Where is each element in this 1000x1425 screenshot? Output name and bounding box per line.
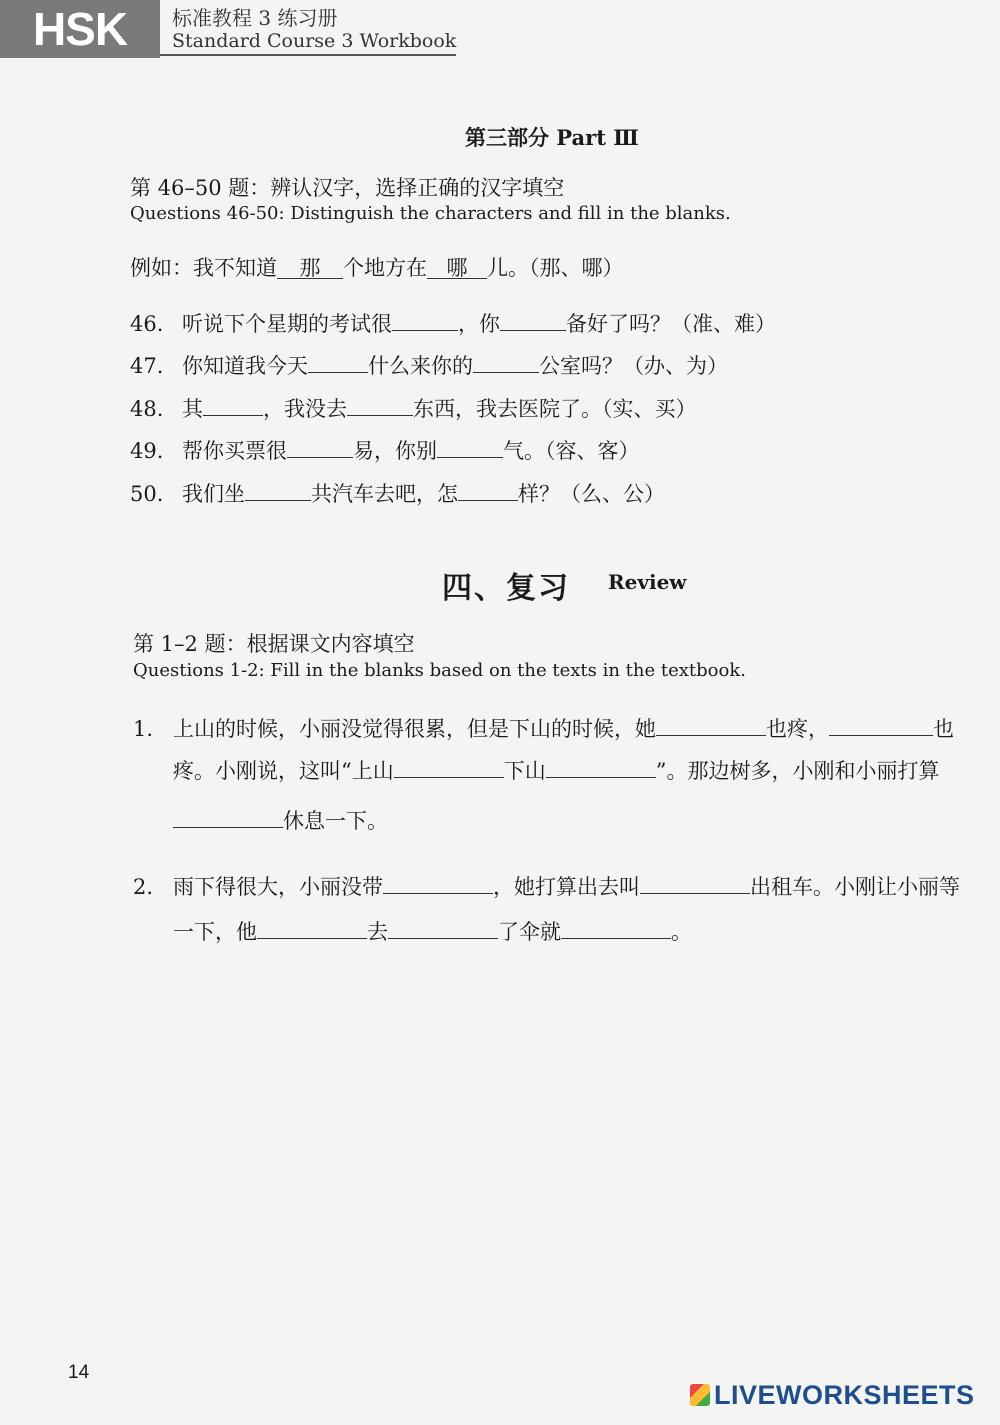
question-text: 备好了吗？（准、难） — [566, 312, 776, 336]
review-instruction-cn: 第 1–2 题：根据课文内容填空 — [133, 632, 415, 656]
question-text: ，她打算出去叫 — [493, 875, 640, 899]
question-text: 共汽车去吧，怎 — [311, 482, 458, 506]
question-text: 什么来你的 — [368, 354, 473, 378]
question-number: 49. — [130, 439, 164, 463]
answer-blank[interactable] — [257, 912, 367, 939]
answer-blank[interactable] — [829, 709, 933, 736]
answer-blank[interactable] — [203, 389, 263, 416]
liveworksheets-icon — [690, 1384, 710, 1406]
answer-blank[interactable] — [388, 912, 498, 939]
question-text: 休息一下。 — [283, 809, 388, 833]
answer-blank[interactable] — [173, 801, 283, 828]
question-46 — [130, 304, 776, 338]
header-divider — [160, 54, 456, 56]
question-number: 47. — [130, 354, 164, 378]
brand-text: LIVEWORKSHEETS — [714, 1380, 975, 1410]
example-answer-2: 哪 — [427, 252, 487, 279]
question-number: 1. — [133, 717, 154, 741]
question-text: 疼。小刚说，这叫“上山 — [173, 759, 394, 783]
question-text: 也疼， — [766, 717, 829, 741]
question-text: 也 — [933, 717, 954, 741]
example-answer-1: 那 — [277, 252, 343, 279]
answer-blank[interactable] — [308, 346, 368, 373]
example-line — [130, 252, 624, 282]
review-q2-line1 — [133, 867, 960, 901]
part3-instruction-en: Questions 46-50: Distinguish the characters and fill in the blanks. — [130, 203, 731, 224]
answer-blank[interactable] — [473, 346, 539, 373]
question-text: 去 — [367, 920, 388, 944]
review-q1-line2 — [173, 751, 940, 785]
question-text: 易，你别 — [353, 439, 437, 463]
example-text: 我不知道 — [193, 256, 277, 280]
liveworksheets-logo[interactable] — [690, 1380, 975, 1411]
answer-blank[interactable] — [656, 709, 766, 736]
page-number: 14 — [68, 1362, 90, 1383]
question-text: 听说下个星期的考试很 — [182, 312, 392, 336]
question-text: 我们坐 — [182, 482, 245, 506]
answer-blank[interactable] — [347, 389, 413, 416]
answer-blank[interactable] — [287, 431, 353, 458]
review-q1-line1 — [133, 709, 954, 743]
part3-instruction-cn: 第 46–50 题：辨认汉字，选择正确的汉字填空 — [130, 176, 565, 200]
example-text: 儿。（那、哪） — [487, 256, 624, 280]
question-48 — [130, 389, 697, 423]
book-title: 标准教程 3 练习册 — [172, 6, 338, 30]
question-text: 样？（么、公） — [518, 482, 665, 506]
answer-blank[interactable] — [500, 304, 566, 331]
book-header — [0, 0, 460, 58]
answer-blank[interactable] — [561, 912, 671, 939]
question-text: ，我没去 — [263, 397, 347, 421]
question-text: 东西，我去医院了。（实、买） — [413, 397, 697, 421]
answer-blank[interactable] — [640, 867, 750, 894]
review-title-en: Review — [608, 570, 687, 594]
question-50 — [130, 474, 665, 508]
book-subtitle: Standard Course 3 Workbook — [172, 30, 457, 52]
answer-blank[interactable] — [394, 751, 504, 778]
part-title: 第三部分 Part Ⅲ — [465, 125, 639, 150]
answer-blank[interactable] — [383, 867, 493, 894]
review-instruction-en: Questions 1-2: Fill in the blanks based on the texts in the textbook. — [133, 660, 746, 681]
question-text: ，你 — [458, 312, 500, 336]
question-text: 了伞就 — [498, 920, 561, 944]
question-text: 帮你买票很 — [182, 439, 287, 463]
question-47 — [130, 346, 728, 380]
question-number: 50. — [130, 482, 164, 506]
question-number: 46. — [130, 312, 164, 336]
review-q2-line2 — [173, 912, 692, 946]
answer-blank[interactable] — [546, 751, 656, 778]
answer-blank[interactable] — [392, 304, 458, 331]
question-text: 一下，他 — [173, 920, 257, 944]
question-text: 上山的时候，小丽没觉得很累，但是下山的时候，她 — [173, 717, 656, 741]
question-text: 雨下得很大，小丽没带 — [173, 875, 383, 899]
question-text: 气。（容、客） — [503, 439, 640, 463]
review-q1-line3 — [173, 801, 388, 835]
example-text: 个地方在 — [343, 256, 427, 280]
answer-blank[interactable] — [458, 474, 518, 501]
question-number: 2. — [133, 875, 154, 899]
question-text: ”。那边树多，小刚和小丽打算 — [655, 759, 940, 783]
review-title: 四、复习 — [442, 571, 570, 606]
question-text: 。 — [671, 920, 692, 944]
question-49 — [130, 431, 640, 465]
example-label: 例如： — [130, 256, 193, 280]
answer-blank[interactable] — [245, 474, 311, 501]
question-text: 下山 — [503, 759, 546, 783]
question-text: 其 — [182, 397, 203, 421]
hsk-logo: HSK — [0, 0, 160, 58]
question-text: 你知道我今天 — [182, 354, 308, 378]
answer-blank[interactable] — [437, 431, 503, 458]
question-text: 公室吗？（办、为） — [539, 354, 728, 378]
question-number: 48. — [130, 397, 164, 421]
question-text: 出租车。小刚让小丽等 — [750, 875, 960, 899]
